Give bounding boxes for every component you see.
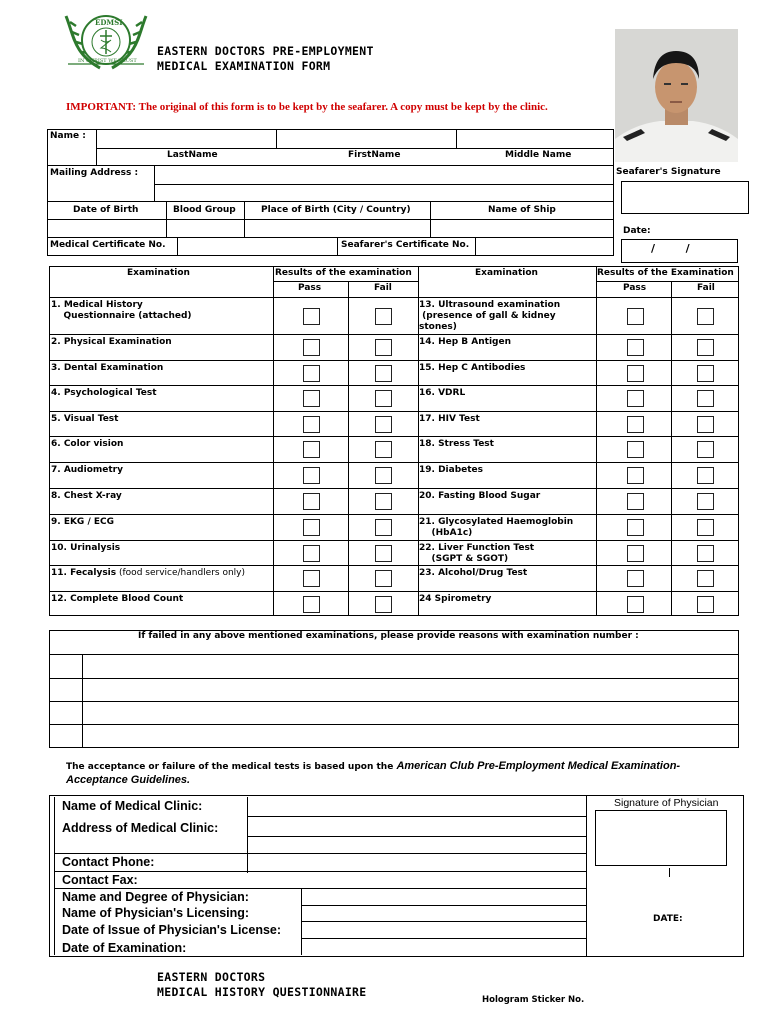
checkbox-fail-exam-5[interactable] xyxy=(375,416,392,433)
checkbox-pass-exam-15[interactable] xyxy=(627,365,644,382)
pass-right: Pass xyxy=(623,283,647,293)
checkbox-fail-exam-2[interactable] xyxy=(375,339,392,356)
date-label: Date: xyxy=(623,226,651,236)
exam-left-11-l1: 11. Fecalysis xyxy=(51,568,117,578)
exam-left-8-l1: 8. Chest X-ray xyxy=(51,491,122,501)
exam-left-10-l1: 10. Urinalysis xyxy=(51,543,121,553)
exam-left-9-l1: 9. EKG / ECG xyxy=(51,517,115,527)
exam-right-13-l1: 13. Ultrasound examination xyxy=(419,300,561,310)
checkbox-pass-exam-6[interactable] xyxy=(303,441,320,458)
acceptance-prefix: The acceptance or failure of the medical tests is based upon the xyxy=(66,762,397,772)
exam-col-left: Examination xyxy=(127,268,190,278)
checkbox-pass-exam-10[interactable] xyxy=(303,545,320,562)
checkbox-fail-exam-16[interactable] xyxy=(697,390,714,407)
exam-date-label: Date of Examination: xyxy=(62,941,187,955)
exam-right-16-l1: 16. VDRL xyxy=(419,388,466,398)
exam-right-21-l2: (HbA1c) xyxy=(419,528,473,538)
blood-group-label: Blood Group xyxy=(173,205,236,215)
footer-title-line1: EASTERN DOCTORS xyxy=(157,970,266,984)
checkbox-pass-exam-3[interactable] xyxy=(303,365,320,382)
exam-right-21-l1: 21. Glycosylated Haemoglobin xyxy=(419,517,574,527)
checkbox-fail-exam-23[interactable] xyxy=(697,570,714,587)
exam-right-15-l1: 15. Hep C Antibodies xyxy=(419,363,526,373)
clinic-address-label: Address of Medical Clinic: xyxy=(62,821,219,835)
checkbox-fail-exam-12[interactable] xyxy=(375,596,392,613)
checkbox-fail-exam-24[interactable] xyxy=(697,596,714,613)
checkbox-pass-exam-14[interactable] xyxy=(627,339,644,356)
important-notice: IMPORTANT: The original of this form is to be kept by the seafarer. A copy must be kept by the clinic. xyxy=(66,101,548,113)
checkbox-pass-exam-17[interactable] xyxy=(627,416,644,433)
clinic-date-label: DATE: xyxy=(653,914,683,924)
exam-left-1-l2: Questionnaire (attached) xyxy=(51,311,192,321)
exam-left-12-l1: 12. Complete Blood Count xyxy=(51,594,184,604)
checkbox-pass-exam-11[interactable] xyxy=(303,570,320,587)
checkbox-pass-exam-13[interactable] xyxy=(627,308,644,325)
checkbox-fail-exam-14[interactable] xyxy=(697,339,714,356)
checkbox-fail-exam-15[interactable] xyxy=(697,365,714,382)
sea-cert-label: Seafarer's Certificate No. xyxy=(341,240,470,250)
checkbox-fail-exam-7[interactable] xyxy=(375,467,392,484)
clinic-name-label: Name of Medical Clinic: xyxy=(62,799,203,813)
checkbox-fail-exam-3[interactable] xyxy=(375,365,392,382)
checkbox-pass-exam-7[interactable] xyxy=(303,467,320,484)
exam-left-2-l1: 2. Physical Examination xyxy=(51,337,172,347)
checkbox-pass-exam-20[interactable] xyxy=(627,493,644,510)
date-value: / / xyxy=(651,242,690,255)
physician-name-label: Name and Degree of Physician: xyxy=(62,890,249,904)
contact-fax-label: Contact Fax: xyxy=(62,873,138,887)
logo-motto: IN CHRIST WE TRUST xyxy=(78,58,137,64)
exam-right-14-l1: 14. Hep B Antigen xyxy=(419,337,511,347)
exam-right-13-l2: (presence of gall & kidney xyxy=(419,311,556,321)
hologram-sticker-label: Hologram Sticker No. xyxy=(482,995,585,1005)
checkbox-fail-exam-18[interactable] xyxy=(697,441,714,458)
first-name-label: FirstName xyxy=(348,150,401,160)
checkbox-pass-exam-16[interactable] xyxy=(627,390,644,407)
exam-left-1-l1: 1. Medical History xyxy=(51,300,143,310)
mailing-address-label: Mailing Address : xyxy=(50,168,139,178)
exam-right-23-l1: 23. Alcohol/Drug Test xyxy=(419,568,528,578)
checkbox-pass-exam-12[interactable] xyxy=(303,596,320,613)
exam-left-3-l1: 3. Dental Examination xyxy=(51,363,164,373)
checkbox-fail-exam-20[interactable] xyxy=(697,493,714,510)
checkbox-fail-exam-1[interactable] xyxy=(375,308,392,325)
med-cert-label: Medical Certificate No. xyxy=(50,240,166,250)
checkbox-pass-exam-19[interactable] xyxy=(627,467,644,484)
exam-left-4-l1: 4. Psychological Test xyxy=(51,388,157,398)
exam-right-17-l1: 17. HIV Test xyxy=(419,414,480,424)
checkbox-fail-exam-11[interactable] xyxy=(375,570,392,587)
exam-right-22-l1: 22. Liver Function Test xyxy=(419,543,535,553)
checkbox-fail-exam-17[interactable] xyxy=(697,416,714,433)
pob-label: Place of Birth (City / Country) xyxy=(261,205,411,215)
contact-phone-label: Contact Phone: xyxy=(62,855,155,869)
exam-left-6-l1: 6. Color vision xyxy=(51,439,124,449)
exam-right-18-l1: 18. Stress Test xyxy=(419,439,494,449)
fecalysis-note: (food service/handlers only) xyxy=(119,568,246,578)
checkbox-fail-exam-13[interactable] xyxy=(697,308,714,325)
failed-reasons-table xyxy=(49,630,739,748)
physician-signature-box[interactable] xyxy=(595,810,727,866)
checkbox-fail-exam-8[interactable] xyxy=(375,493,392,510)
signature-cursor-mark xyxy=(669,868,670,877)
logo-text: EDMSI xyxy=(95,18,123,27)
dob-label: Date of Birth xyxy=(73,205,139,215)
physician-signature-label: Signature of Physician xyxy=(614,797,719,809)
checkbox-pass-exam-5[interactable] xyxy=(303,416,320,433)
exam-right-22-l2: (SGPT & SGOT) xyxy=(419,554,509,564)
results-col-right: Results of the Examination xyxy=(597,268,734,278)
exam-left-7-l1: 7. Audiometry xyxy=(51,465,123,475)
checkbox-pass-exam-2[interactable] xyxy=(303,339,320,356)
checkbox-pass-exam-21[interactable] xyxy=(627,519,644,536)
exam-right-13-l3: stones) xyxy=(419,322,457,332)
checkbox-pass-exam-24[interactable] xyxy=(627,596,644,613)
seafarer-photo xyxy=(615,29,738,162)
checkbox-pass-exam-4[interactable] xyxy=(303,390,320,407)
edmsi-logo xyxy=(60,6,152,72)
acceptance-guideline-1: American Club Pre-Employment Medical Examination- xyxy=(396,760,681,772)
checkbox-fail-exam-9[interactable] xyxy=(375,519,392,536)
exam-right-19-l1: 19. Diabetes xyxy=(419,465,484,475)
form-title-line2: MEDICAL EXAMINATION FORM xyxy=(157,59,331,73)
checkbox-pass-exam-23[interactable] xyxy=(627,570,644,587)
checkbox-fail-exam-10[interactable] xyxy=(375,545,392,562)
results-col-left: Results of the examination xyxy=(275,268,412,278)
footer-title-line2: MEDICAL HISTORY QUESTIONNAIRE xyxy=(157,985,367,999)
exam-right-20-l1: 20. Fasting Blood Sugar xyxy=(419,491,541,501)
checkbox-fail-exam-19[interactable] xyxy=(697,467,714,484)
checkbox-pass-exam-8[interactable] xyxy=(303,493,320,510)
name-label: Name : xyxy=(50,131,86,141)
checkbox-fail-exam-22[interactable] xyxy=(697,545,714,562)
physician-licensing-label: Name of Physician's Licensing: xyxy=(62,906,250,920)
exam-left-5-l1: 5. Visual Test xyxy=(51,414,119,424)
last-name-label: LastName xyxy=(167,150,218,160)
form-title-line1: EASTERN DOCTORS PRE-EMPLOYMENT xyxy=(157,44,374,58)
license-issue-date-label: Date of Issue of Physician's License: xyxy=(62,923,282,937)
failed-reasons-header: If failed in any above mentioned examinations, please provide reasons with examination number : xyxy=(138,631,639,641)
exam-col-right: Examination xyxy=(475,268,538,278)
fail-right: Fail xyxy=(697,283,715,293)
checkbox-pass-exam-22[interactable] xyxy=(627,545,644,562)
pass-left: Pass xyxy=(298,283,322,293)
checkbox-pass-exam-9[interactable] xyxy=(303,519,320,536)
checkbox-fail-exam-4[interactable] xyxy=(375,390,392,407)
middle-name-label: Middle Name xyxy=(505,150,572,160)
checkbox-fail-exam-21[interactable] xyxy=(697,519,714,536)
fail-left: Fail xyxy=(374,283,392,293)
exam-right-24-l1: 24 Spirometry xyxy=(419,594,492,604)
checkbox-pass-exam-1[interactable] xyxy=(303,308,320,325)
ship-label: Name of Ship xyxy=(488,205,556,215)
acceptance-note xyxy=(66,760,686,787)
checkbox-fail-exam-6[interactable] xyxy=(375,441,392,458)
acceptance-guideline-2: Acceptance Guidelines. xyxy=(66,774,191,786)
seafarer-signature-box[interactable] xyxy=(621,181,749,214)
seafarer-signature-label: Seafarer's Signature xyxy=(616,167,721,177)
checkbox-pass-exam-18[interactable] xyxy=(627,441,644,458)
